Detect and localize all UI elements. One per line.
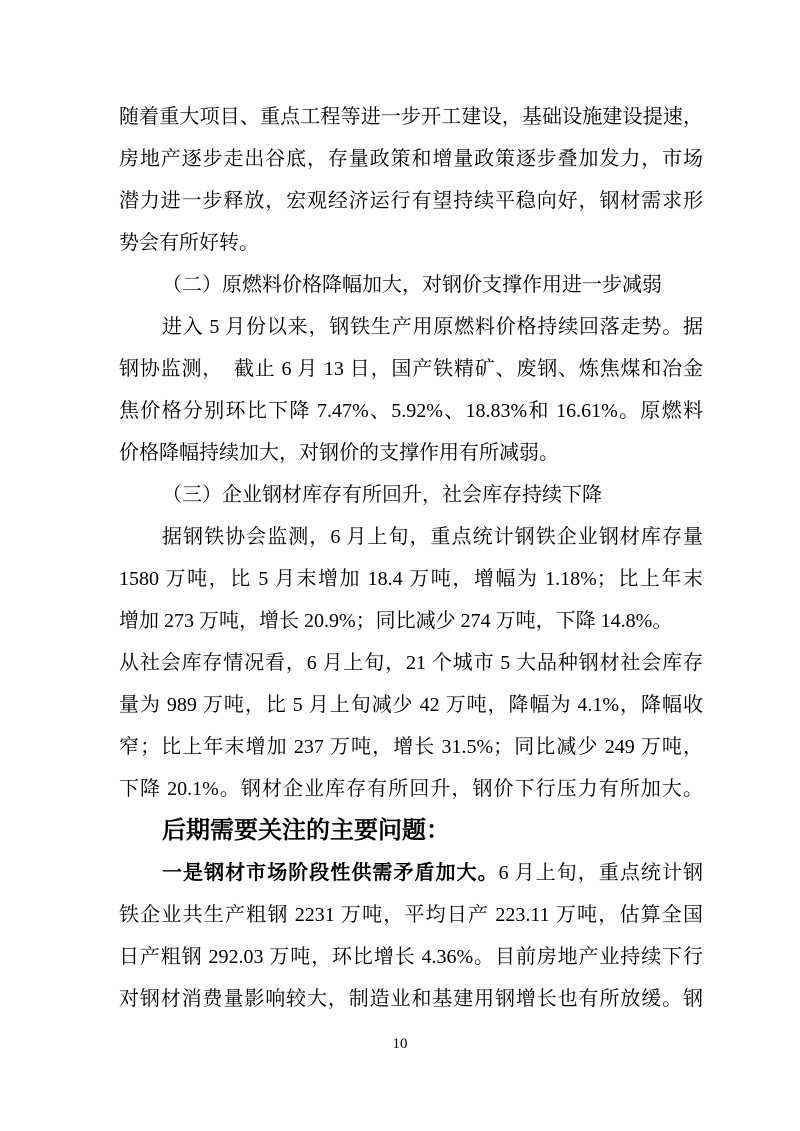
- text-line: 增加 273 万吨，增长 20.9%；同比减少 274 万吨，下降 14.8%。: [119, 610, 673, 632]
- text-line: 铁企业共生产粗钢 2231 万吨，平均日产 223.11 万吨，估算全国: [119, 904, 703, 926]
- text-line: 对钢材消费量影响较大，制造业和基建用钢增长也有所放缓。钢: [119, 988, 703, 1010]
- text-line: 价格降幅持续加大，对钢价的支撑作用有所减弱。: [119, 442, 559, 464]
- issue-1-rest: 6 月上旬，重点统计钢: [498, 862, 704, 884]
- page-number: 10: [392, 1036, 408, 1052]
- issues-heading: 后期需要关注的主要问题：: [162, 817, 450, 844]
- text-line: 窄；比上年末增加 237 万吨，增长 31.5%；同比减少 249 万吨，: [119, 736, 703, 758]
- issue-1-line: [119, 852, 703, 894]
- text-line: 房地产逐步走出谷底，存量政策和增量政策逐步叠加发力，市场: [119, 148, 703, 170]
- text-line: 日产粗钢 292.03 万吨，环比增长 4.36%。目前房地产业持续下行: [119, 946, 703, 968]
- section-heading-3: （三）企业钢材库存有所回升，社会库存持续下降: [162, 484, 602, 506]
- section-heading-2: （二）原燃料价格降幅加大，对钢价支撑作用进一步减弱: [162, 274, 662, 296]
- document-body: [119, 96, 703, 1020]
- text-line: 进入 5 月份以来，钢铁生产用原燃料价格持续回落走势。据: [162, 316, 703, 338]
- text-line: 势会有所好转。: [119, 232, 259, 254]
- text-line: 从社会库存情况看，6 月上旬，21 个城市 5 大品种钢材社会库存: [119, 652, 703, 674]
- text-line: 量为 989 万吨，比 5 月上旬减少 42 万吨，降幅为 4.1%，降幅收: [119, 694, 703, 716]
- text-line: 钢协监测， 截止 6 月 13 日，国产铁精矿、废钢、炼焦煤和冶金: [119, 358, 703, 380]
- text-line: 焦价格分别环比下降 7.47%、5.92%、18.83%和 16.61%。原燃料: [119, 400, 703, 422]
- text-line: 潜力进一步释放，宏观经济运行有望持续平稳向好，钢材需求形: [119, 190, 703, 212]
- issue-1-lead: 一是钢材市场阶段性供需矛盾加大。: [162, 862, 499, 884]
- text-line: 随着重大项目、重点工程等进一步开工建设，基础设施建设提速，: [119, 106, 703, 128]
- text-line: 据钢铁协会监测，6 月上旬，重点统计钢铁企业钢材库存量: [162, 526, 703, 548]
- text-line: 下降 20.1%。钢材企业库存有所回升，钢价下行压力有所加大。: [119, 778, 703, 800]
- text-line: 1580 万吨，比 5 月末增加 18.4 万吨，增幅为 1.18%；比上年末: [119, 568, 703, 590]
